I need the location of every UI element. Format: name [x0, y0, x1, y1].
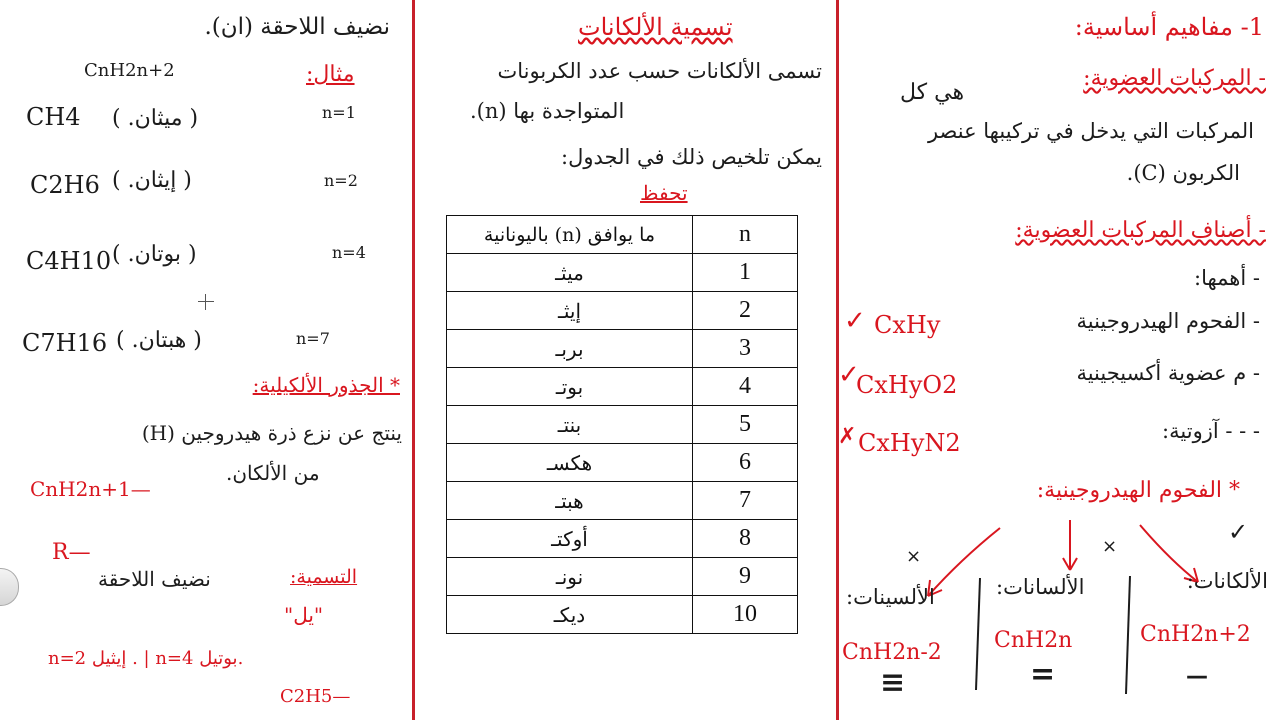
nitrogen-item: - - - آزوتية: — [1162, 419, 1260, 443]
example-formula: CH4 — [26, 103, 81, 131]
crosshair-cursor-icon — [198, 294, 214, 310]
check-mark-icon: ✓ — [844, 306, 866, 336]
alkenes-label: الألسانات: — [996, 575, 1085, 599]
naming-text: نضيف اللاحقة — [98, 567, 211, 591]
example-name: ( بوتان. ) — [112, 242, 197, 267]
n-cell: 1 — [693, 254, 798, 292]
n-cell: 3 — [693, 330, 798, 368]
radicals-line-1: ينتج عن نزع ذرة هيدروجين (H) — [141, 421, 402, 445]
greek-cell: أوكتـ — [447, 520, 693, 558]
greek-cell: هبتـ — [447, 482, 693, 520]
suffix-label: "يل" — [284, 603, 324, 627]
oxygen-item: - م عضوية أكسيجينية — [1076, 361, 1260, 385]
example-name: ( ميثان. ) — [112, 106, 199, 131]
example-name: ( هبتان. ) — [116, 328, 202, 353]
middle-line-1: تسمى الألكانات حسب عدد الكربونات — [497, 59, 822, 83]
oxygen-formula: CxHyO2 — [856, 371, 958, 399]
table-row — [447, 368, 798, 406]
hydrocarbons-item: - الفحوم الهيدروجينية — [1076, 309, 1260, 333]
triple-bond-symbol: ≡ — [880, 665, 906, 700]
alkanes-formula: CnH2n+2 — [1140, 622, 1251, 647]
n-cell: 7 — [693, 482, 798, 520]
table-row — [447, 520, 798, 558]
organic-heading: - المركبات العضوية: — [1083, 66, 1266, 91]
left-title: نضيف اللاحقة (ان). — [204, 14, 390, 40]
table-header-row — [447, 216, 798, 254]
middle-line-2: المتواجدة بها (n). — [470, 99, 625, 123]
example-name: ( إيثان. ) — [112, 168, 192, 193]
organic-definition-line3: الكربون (C). — [1126, 161, 1240, 185]
general-formula: CnH2n+2 — [84, 60, 175, 81]
table-row — [447, 596, 798, 634]
check-mark-icon: ✓ — [1228, 518, 1249, 546]
side-panel-handle[interactable] — [0, 568, 19, 606]
greek-prefix-table — [446, 215, 798, 634]
naming-example-line: n=2 إيثيل . | n=4 بوتيل. — [48, 648, 244, 669]
example-formula: C4H10 — [26, 247, 112, 275]
example-formula: C2H6 — [30, 171, 100, 199]
separator-line-1 — [976, 578, 980, 690]
example-label: مثال: — [306, 62, 355, 87]
n-cell: 8 — [693, 520, 798, 558]
cross-mark-icon: ✗ — [838, 424, 857, 449]
table-row — [447, 444, 798, 482]
table-row — [447, 558, 798, 596]
greek-cell: إيثـ — [447, 292, 693, 330]
alkynes-label: الألسينات: — [846, 585, 935, 609]
example-n: n=4 — [332, 243, 366, 262]
radical-formula: CnH2n+1— — [30, 477, 151, 501]
alkanes-label: الألكانات: — [1186, 569, 1268, 593]
example-n: n=1 — [322, 103, 356, 122]
right-title: 1- مفاهيم أساسية: — [1074, 13, 1264, 41]
check-mark-icon: ✓ — [838, 360, 860, 390]
radicals-heading: * الجذور الألكيلية: — [252, 373, 400, 397]
header-n: n — [693, 216, 798, 254]
arrow-head-mid — [1063, 558, 1077, 570]
nitrogen-formula: CxHyN2 — [858, 429, 961, 457]
example-n: n=2 — [324, 171, 358, 190]
table-row — [447, 292, 798, 330]
alkynes-formula: CnH2n-2 — [842, 640, 942, 665]
middle-title: تسمية الألكانات — [578, 13, 733, 41]
middle-line-3: يمكن تلخيص ذلك في الجدول: — [561, 145, 822, 169]
organic-definition-line2: المركبات التي يدخل في تركيبها عنصر — [927, 119, 1254, 143]
radicals-line-2: من الألكان. — [226, 461, 320, 485]
naming-label: التسمية: — [290, 566, 358, 588]
double-bond-symbol: = — [1030, 657, 1056, 692]
table-row — [447, 330, 798, 368]
organic-definition-part: هي كل — [900, 80, 965, 105]
hydrocarbons-heading: * الفحوم الهيدروجينية: — [1036, 478, 1240, 503]
hydrocarbons-formula: CxHy — [874, 311, 941, 339]
ethyl-formula: C2H5— — [280, 686, 351, 707]
left-column-divider — [412, 0, 415, 720]
alkenes-formula: CnH2n — [994, 628, 1073, 653]
n-cell: 4 — [693, 368, 798, 406]
table-row — [447, 254, 798, 292]
cross-mark-icon: × — [906, 546, 922, 567]
greek-cell: هكسـ — [447, 444, 693, 482]
memorize-label: تحفظ — [640, 181, 688, 205]
greek-cell: بوتـ — [447, 368, 693, 406]
greek-cell: ميثـ — [447, 254, 693, 292]
header-greek: ما يوافق (n) باليونانية — [447, 216, 693, 254]
table-row — [447, 406, 798, 444]
example-n: n=7 — [296, 329, 330, 348]
greek-cell: نونـ — [447, 558, 693, 596]
n-cell: 10 — [693, 596, 798, 634]
table-row — [447, 482, 798, 520]
separator-line-2 — [1126, 576, 1130, 694]
n-cell: 2 — [693, 292, 798, 330]
greek-cell: ديكـ — [447, 596, 693, 634]
greek-cell: بربـ — [447, 330, 693, 368]
n-cell: 6 — [693, 444, 798, 482]
n-cell: 9 — [693, 558, 798, 596]
example-formula: C7H16 — [22, 329, 108, 357]
single-bond-symbol: — — [1186, 664, 1208, 689]
classes-heading: - أصناف المركبات العضوية: — [1015, 218, 1266, 243]
main-label: - أهمها: — [1194, 266, 1260, 290]
greek-cell: بنتـ — [447, 406, 693, 444]
cross-mark-icon: × — [1102, 536, 1118, 557]
r-label: R— — [52, 540, 91, 565]
n-cell: 5 — [693, 406, 798, 444]
arrow-to-alkynes — [928, 528, 1000, 596]
